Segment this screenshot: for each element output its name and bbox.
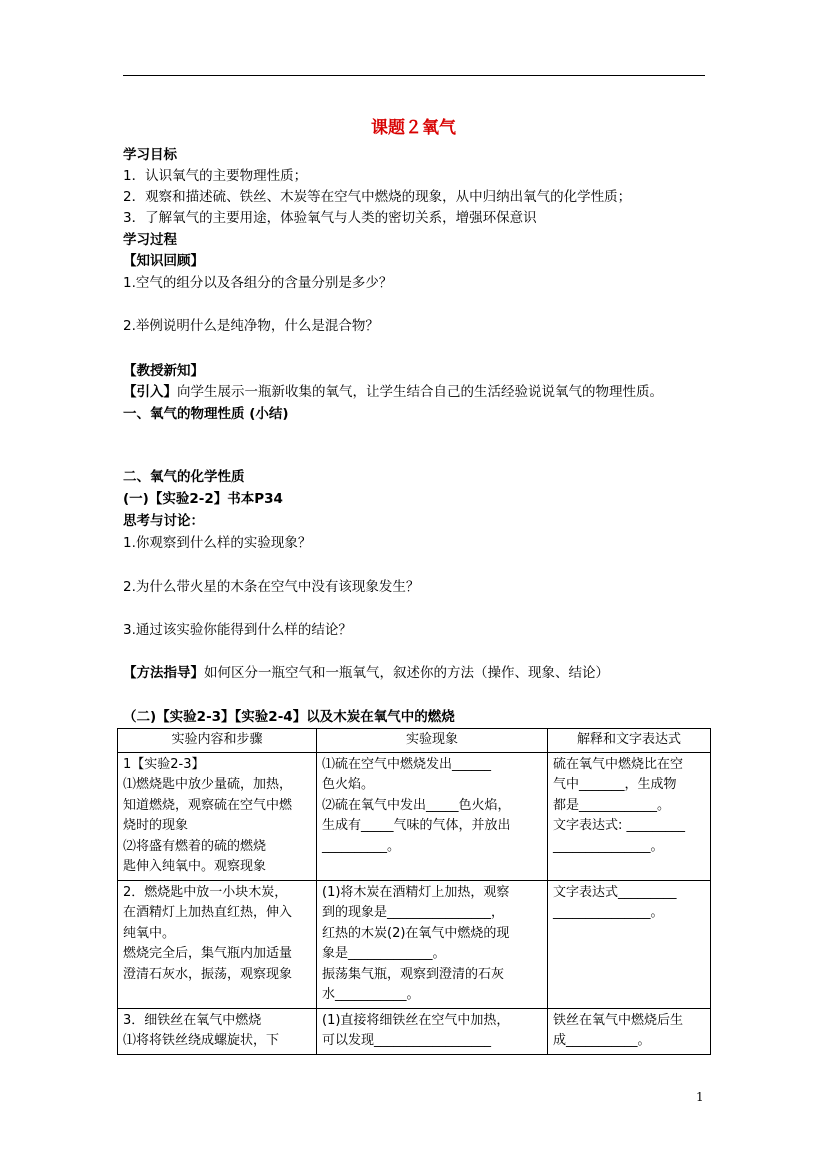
text-line: 学习目标 [123, 147, 177, 163]
table-row [118, 752, 711, 880]
cell-line: 知道燃烧，观察硫在空气中燃 [123, 797, 293, 813]
section-tag: 【引入】 [123, 384, 177, 400]
cell-line: 在酒精灯上加热直红热，伸入 [123, 905, 293, 920]
cell-line: ⑴将将铁丝绕成螺旋状，下 [123, 1033, 280, 1048]
cell-line: 2．燃烧匙中放一小块木炭， [123, 884, 288, 900]
cell-line: _______________。 [553, 838, 664, 854]
table-cell [118, 1008, 317, 1054]
text-line: 2．观察和描述硫、铁丝、木炭等在空气中燃烧的现象，从中归纳出氧气的化学性质； [123, 189, 632, 205]
text-line: 3．了解氧气的主要用途，体验氧气与人类的密切关系，增强环保意识 [123, 210, 537, 226]
table-cell [548, 880, 711, 1008]
cell-line: 烧时的现象 [123, 818, 189, 833]
text-line: 2.为什么带火星的木条在空气中没有该现象发生？ [123, 579, 420, 595]
text-line [123, 382, 663, 402]
cell-line: 象是_____________。 [322, 946, 446, 961]
cell-line: 文字表达式: _________ [553, 818, 686, 833]
cell-line: ⑴燃烧匙中放少量硫，加热， [123, 777, 293, 792]
cell-line: 纯氧中。 [123, 925, 176, 941]
text-line [123, 663, 609, 683]
cell-line: (1)直接将细铁丝在空气中加热， [322, 1012, 510, 1028]
cell-line: 振荡集气瓶，观察到澄清的石灰 [322, 966, 505, 982]
table-cell [317, 752, 548, 880]
cell-line: 都是____________。 [553, 797, 671, 813]
cell-line: ⑴硫在空气中燃烧发出______ [322, 756, 492, 772]
text-line: 思考与讨论： [123, 513, 204, 529]
text-line: 【知识回顾】 [123, 253, 204, 269]
text-line: 1.你观察到什么样的实验现象？ [123, 535, 312, 551]
table-cell [317, 1008, 548, 1054]
text-line: 一、氧气的物理性质 (小结) [123, 406, 289, 422]
cell-line: 匙伸入纯氧中。观察现象 [123, 859, 267, 874]
table-header-cell: 实验现象 [317, 729, 548, 753]
table-cell [548, 752, 711, 880]
table-cell [118, 880, 317, 1008]
cell-line: 文字表达式_________ [553, 884, 677, 900]
cell-line: __________。 [322, 838, 401, 854]
page-title: 课题２氧气 [371, 118, 456, 138]
text-line: 二、氧气的化学性质 [123, 469, 245, 485]
text-line: 1.空气的组分以及各组分的含量分别是多少？ [123, 275, 393, 291]
table-header-cell: 实验内容和步骤 [118, 729, 317, 753]
cell-line: _______________。 [553, 905, 664, 920]
cell-line: ⑵硫在氧气中发出_____色火焰， [322, 797, 511, 813]
cell-line: 水___________。 [322, 987, 420, 1002]
text-line: 1．认识氧气的主要物理性质； [123, 168, 308, 184]
text-line: (一)【实验2-2】书本P34 [123, 491, 283, 507]
cell-line: 色火焰。 [322, 777, 375, 792]
table-header-row [118, 729, 711, 753]
table-row [118, 1008, 711, 1054]
table-header-cell: 解释和文字表达式 [548, 729, 711, 753]
cell-line: 可以发现__________________ [322, 1033, 492, 1048]
cell-line: 到的现象是________________， [322, 905, 505, 920]
experiment-table [117, 728, 711, 1055]
text-line: 学习过程 [123, 232, 177, 248]
cell-line: (1)将木炭在酒精灯上加热，观察 [322, 884, 510, 900]
cell-line: 3．细铁丝在氧气中燃烧 [123, 1012, 262, 1028]
cell-line: 铁丝在氧气中燃烧后生 [553, 1012, 684, 1028]
cell-line: 1【实验2-3】 [123, 756, 205, 772]
cell-line: 澄清石灰水，振荡，观察现象 [123, 966, 293, 982]
cell-line: 硫在氧气中燃烧比在空 [553, 756, 684, 772]
text-line: 【教授新知】 [123, 363, 204, 379]
cell-line: 燃烧完全后，集气瓶内加适量 [123, 946, 293, 961]
line-text: 如何区分一瓶空气和一瓶氧气，叙述你的方法（操作、现象、结论） [204, 665, 609, 681]
table-cell [118, 752, 317, 880]
cell-line: 生成有_____气味的气体，并放出 [322, 818, 511, 833]
text-line: 2.举例说明什么是纯净物，什么是混合物？ [123, 318, 379, 334]
cell-line: 成___________。 [553, 1033, 651, 1048]
table-cell [317, 880, 548, 1008]
cell-line: 气中_______，生成物 [553, 777, 677, 792]
text-line: 3.通过该实验你能得到什么样的结论？ [123, 622, 352, 638]
line-text: 向学生展示一瓶新收集的氧气，让学生结合自己的生活经验说说氧气的物理性质。 [177, 384, 663, 400]
cell-line: 红热的木炭(2)在氧气中燃烧的现 [322, 925, 510, 941]
table-row [118, 880, 711, 1008]
page-number: 1 [696, 1090, 704, 1104]
text-line: （二)【实验2-3】【实验2-4】以及木炭在氧气中的燃烧 [123, 709, 455, 725]
section-tag: 【方法指导】 [123, 665, 204, 681]
table-cell [548, 1008, 711, 1054]
header-rule [123, 75, 705, 76]
cell-line: ⑵将盛有燃着的硫的燃烧 [123, 838, 267, 854]
